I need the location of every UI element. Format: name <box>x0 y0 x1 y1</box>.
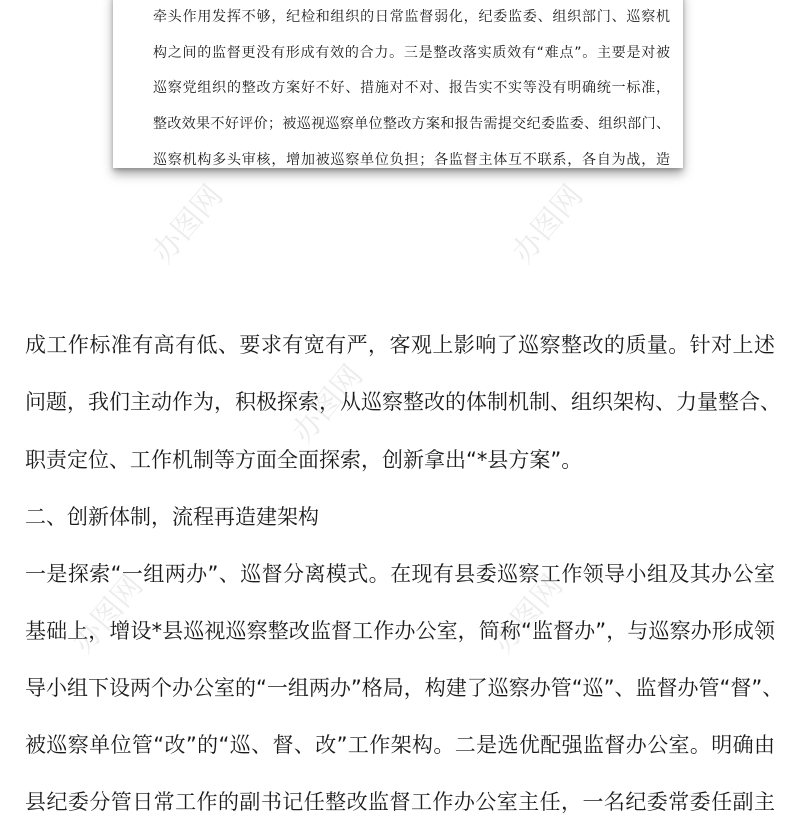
watermark: 办图网 <box>65 568 151 660</box>
body-text-line: 问题，我们主动作为，积极探索，从巡察整改的体制机制、组织架构、力量整合、 <box>25 390 781 414</box>
watermark: 办图网 <box>145 178 231 270</box>
document-page-preview <box>113 0 683 168</box>
card-text-line: 构之间的监督更没有形成有效的合力。三是整改落实质效有“难点”。主要是对被 <box>153 45 670 61</box>
watermark: 办图网 <box>485 568 571 660</box>
body-text-line: 职责定位、工作机制等方面全面探索，创新拿出“*县方案”。 <box>25 448 583 472</box>
card-text-line: 巡察党组织的整改方案好不好、措施对不对、报告实不实等没有明确统一标准， <box>153 80 670 96</box>
card-text-line: 牵头作用发挥不够，纪检和组织的日常监督弱化，纪委监委、组织部门、巡察机 <box>153 9 670 25</box>
card-text-line: 整改效果不好评价；被巡视巡察单位整改方案和报告需提交纪委监委、组织部门、 <box>153 116 670 132</box>
section-heading: 二、创新体制，流程再造建架构 <box>25 505 319 529</box>
body-text-line: 一是探索“一组两办”、巡督分离模式。在现有县委巡察工作领导小组及其办公室 <box>25 562 775 586</box>
watermark: 办图网 <box>285 358 371 450</box>
body-text-line: 县纪委分管日常工作的副书记任整改监督工作办公室主任，一名纪委常委任副主 <box>25 790 775 814</box>
body-text-line: 成工作标准有高有低、要求有宽有严，客观上影响了巡察整改的质量。针对上述 <box>25 333 775 357</box>
card-text-line: 巡察机构多头审核，增加被巡察单位负担；各监督主体互不联系，各自为战，造 <box>153 152 670 168</box>
body-text-line: 导小组下设两个办公室的“一组两办”格局，构建了巡察办管“巡”、监督办管“督”、 <box>25 676 784 700</box>
body-text-line: 被巡察单位管“改”的“巡、督、改”工作架构。二是选优配强监督办公室。明确由 <box>25 733 775 757</box>
body-text-line: 基础上，增设*县巡视巡察整改监督工作办公室，简称“监督办”，与巡察办形成领 <box>25 619 775 643</box>
watermark: 办图网 <box>505 178 591 270</box>
